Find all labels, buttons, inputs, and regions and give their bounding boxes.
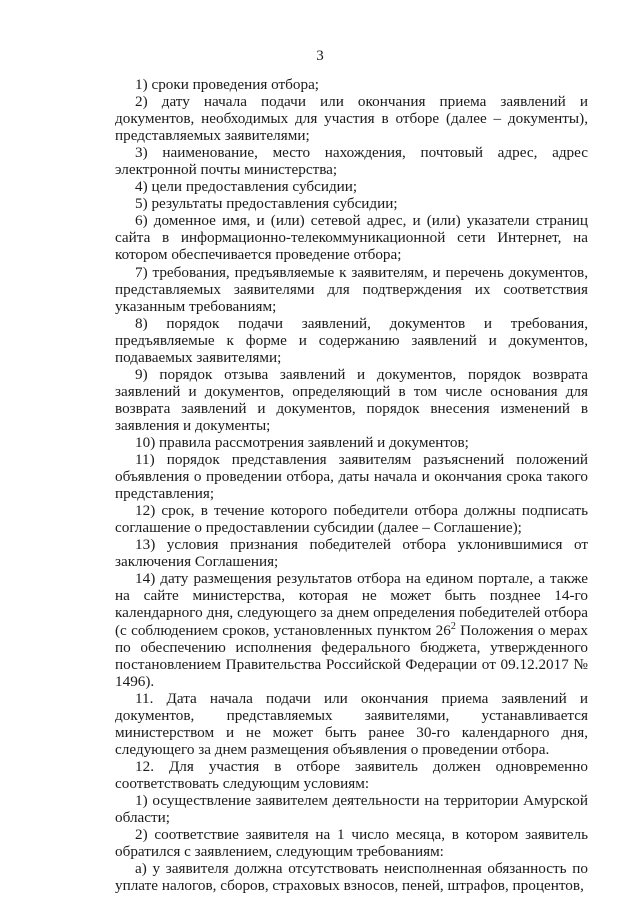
paragraph-item-3: 3) наименование, место нахождения, почтовый адрес, адрес электронной почты министерства;	[115, 144, 588, 179]
paragraph-condition-2: 2) соответствие заявителя на 1 число месяца, в котором заявитель обратился с заявлением, следующим требованиям:	[115, 826, 588, 861]
paragraph-item-9: 9) порядок отзыва заявлений и документов, порядок возврата заявлений и документов, определяющий в том числе основания для возврата заявлений и документов, порядок внесения изменений в заявления и документы;	[115, 365, 588, 434]
paragraph-item-14	[115, 570, 588, 689]
paragraph-item-5: 5) результаты предоставления субсидии;	[135, 195, 398, 213]
page-number: 3	[316, 48, 324, 64]
paragraph-item-8: 8) порядок подачи заявлений, документов и требования, предъявляемые к форме и содержанию заявлений и документов, подаваемых заявителями;	[115, 314, 588, 366]
document-body	[115, 76, 588, 894]
paragraph-condition-1: 1) осуществление заявителем деятельности на территории Амурской области;	[115, 791, 588, 827]
paragraph-item-12: 12) срок, в течение которого победители отбора должны подписать соглашение о предоставлении субсидии (далее – Соглашение);	[115, 502, 588, 537]
paragraph-item-7: 7) требования, предъявляемые к заявителям, и перечень документов, представляемых заявителями для подтверждения их соответствия указанным требованиям;	[115, 263, 588, 315]
paragraph-item-11: 11) порядок представления заявителям разъяснений положений объявления о проведении отбора, даты начала и окончания срока такого представления;	[115, 451, 588, 503]
paragraph-section-12: 12. Для участия в отборе заявитель должен одновременно соответствовать следующим условиям:	[115, 757, 588, 792]
paragraph-item-1: 1) сроки проведения отбора;	[135, 76, 320, 93]
paragraph-item-13: 13) условия признания победителей отбора уклонившимися от заключения Соглашения;	[115, 536, 588, 571]
superscript-2: 2	[450, 620, 456, 632]
paragraph-item-4: 4) цели предоставления субсидии;	[135, 178, 358, 196]
paragraph-requirement-a: а) у заявителя должна отсутствовать неисполненная обязанность по уплате налогов, сборов, страховых взносов, пеней, штрафов, процентов,	[115, 860, 588, 895]
paragraph-14-text-end: Положения о мерах по обеспечению исполнения федерального бюджета, утвержденного постановлением Правительства Российской Федерации от 09.12.2017 № 1496).	[115, 621, 588, 690]
paragraph-14-text: 14) дату размещения результатов отбора на едином портале, а также на сайте министерства, которая не может быть позднее 14-го календарного дня, следующего за днем определения победителей отбора (с соблюдением сроков, установленных пунктом 26	[115, 570, 588, 639]
paragraph-item-10: 10) правила рассмотрения заявлений и документов;	[135, 433, 469, 451]
paragraph-item-6: 6) доменное имя, и (или) сетевой адрес, и (или) указатели страниц сайта в информационно-телекоммуникационной сети Интернет, на котором обеспечивается проведение отбора;	[115, 212, 588, 264]
paragraph-section-11: 11. Дата начала подачи или окончания приема заявлений и документов, представляемых заявителями, устанавливается министерством и не может быть ранее 30-го календарного дня, следующего за днем размещения объявления о проведении отбора.	[115, 689, 588, 758]
paragraph-item-2: 2) дату начала подачи или окончания приема заявлений и документов, необходимых для участия в отборе (далее – документы), представляемых заявителями;	[115, 93, 588, 145]
